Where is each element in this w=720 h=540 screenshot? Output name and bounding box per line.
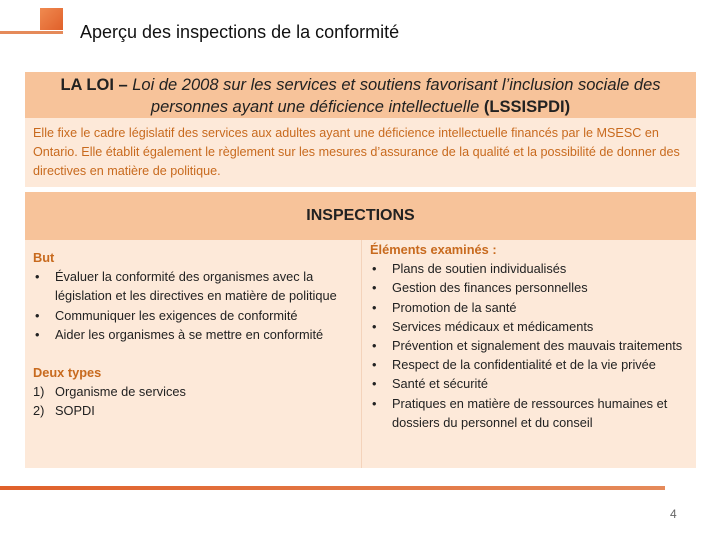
inspections-body bbox=[25, 240, 696, 468]
left-column bbox=[25, 240, 362, 468]
purpose-heading: But bbox=[33, 250, 55, 265]
law-acronym: (LSSISPDI) bbox=[479, 98, 571, 116]
list-item: • Prévention et signalement des mauvais traitements bbox=[370, 336, 688, 355]
title-rule bbox=[0, 31, 63, 34]
inspections-header: INSPECTIONS bbox=[25, 192, 696, 240]
logo-square bbox=[40, 8, 63, 30]
elements-heading: Éléments examinés : bbox=[370, 242, 497, 257]
list-label: SOPDI bbox=[55, 403, 95, 419]
list-item bbox=[33, 382, 353, 401]
purpose-list bbox=[33, 267, 353, 344]
list-item: • Respect de la confidentialité et de la vie privée bbox=[370, 355, 688, 374]
list-number: 2) bbox=[33, 403, 45, 419]
law-prefix: LA LOI – bbox=[60, 76, 133, 94]
law-description: Elle fixe le cadre législatif des services aux adultes ayant une déficience intellectuelle financés par le MSESC en Ontario. Elle établit également le règlement sur les mesures d’assurance de la qualité et la possibilité de donner des directives en matière de politique. bbox=[25, 118, 696, 187]
types-heading: Deux types bbox=[33, 365, 102, 381]
list-item bbox=[33, 401, 353, 420]
types-list bbox=[33, 382, 353, 420]
law-header bbox=[25, 72, 696, 118]
footer-rule bbox=[0, 486, 665, 490]
list-number: 1) bbox=[33, 384, 45, 400]
list-label: Organisme de services bbox=[55, 384, 186, 400]
list-item: • Santé et sécurité bbox=[370, 374, 688, 393]
list-item: • Évaluer la conformité des organismes avec la législation et les directives en matière de politique bbox=[33, 267, 353, 305]
list-item: • Gestion des finances personnelles bbox=[370, 278, 688, 297]
list-item: • Services médicaux et médicaments bbox=[370, 317, 688, 336]
elements-list bbox=[370, 259, 688, 432]
right-column bbox=[362, 240, 696, 468]
list-item: • Plans de soutien individualisés bbox=[370, 259, 688, 278]
page-number: 4 bbox=[670, 507, 677, 521]
list-item: • Aider les organismes à se mettre en conformité bbox=[33, 325, 353, 344]
law-name: Loi de 2008 sur les services et soutiens favorisant l’inclusion sociale des personnes ayant une déficience intellectuelle bbox=[132, 76, 661, 116]
list-item: • Promotion de la santé bbox=[370, 298, 688, 317]
slide-title: Aperçu des inspections de la conformité bbox=[80, 22, 400, 42]
list-item: • Pratiques en matière de ressources humaines et dossiers du personnel et du conseil bbox=[370, 394, 688, 432]
list-item: • Communiquer les exigences de conformité bbox=[33, 306, 353, 325]
